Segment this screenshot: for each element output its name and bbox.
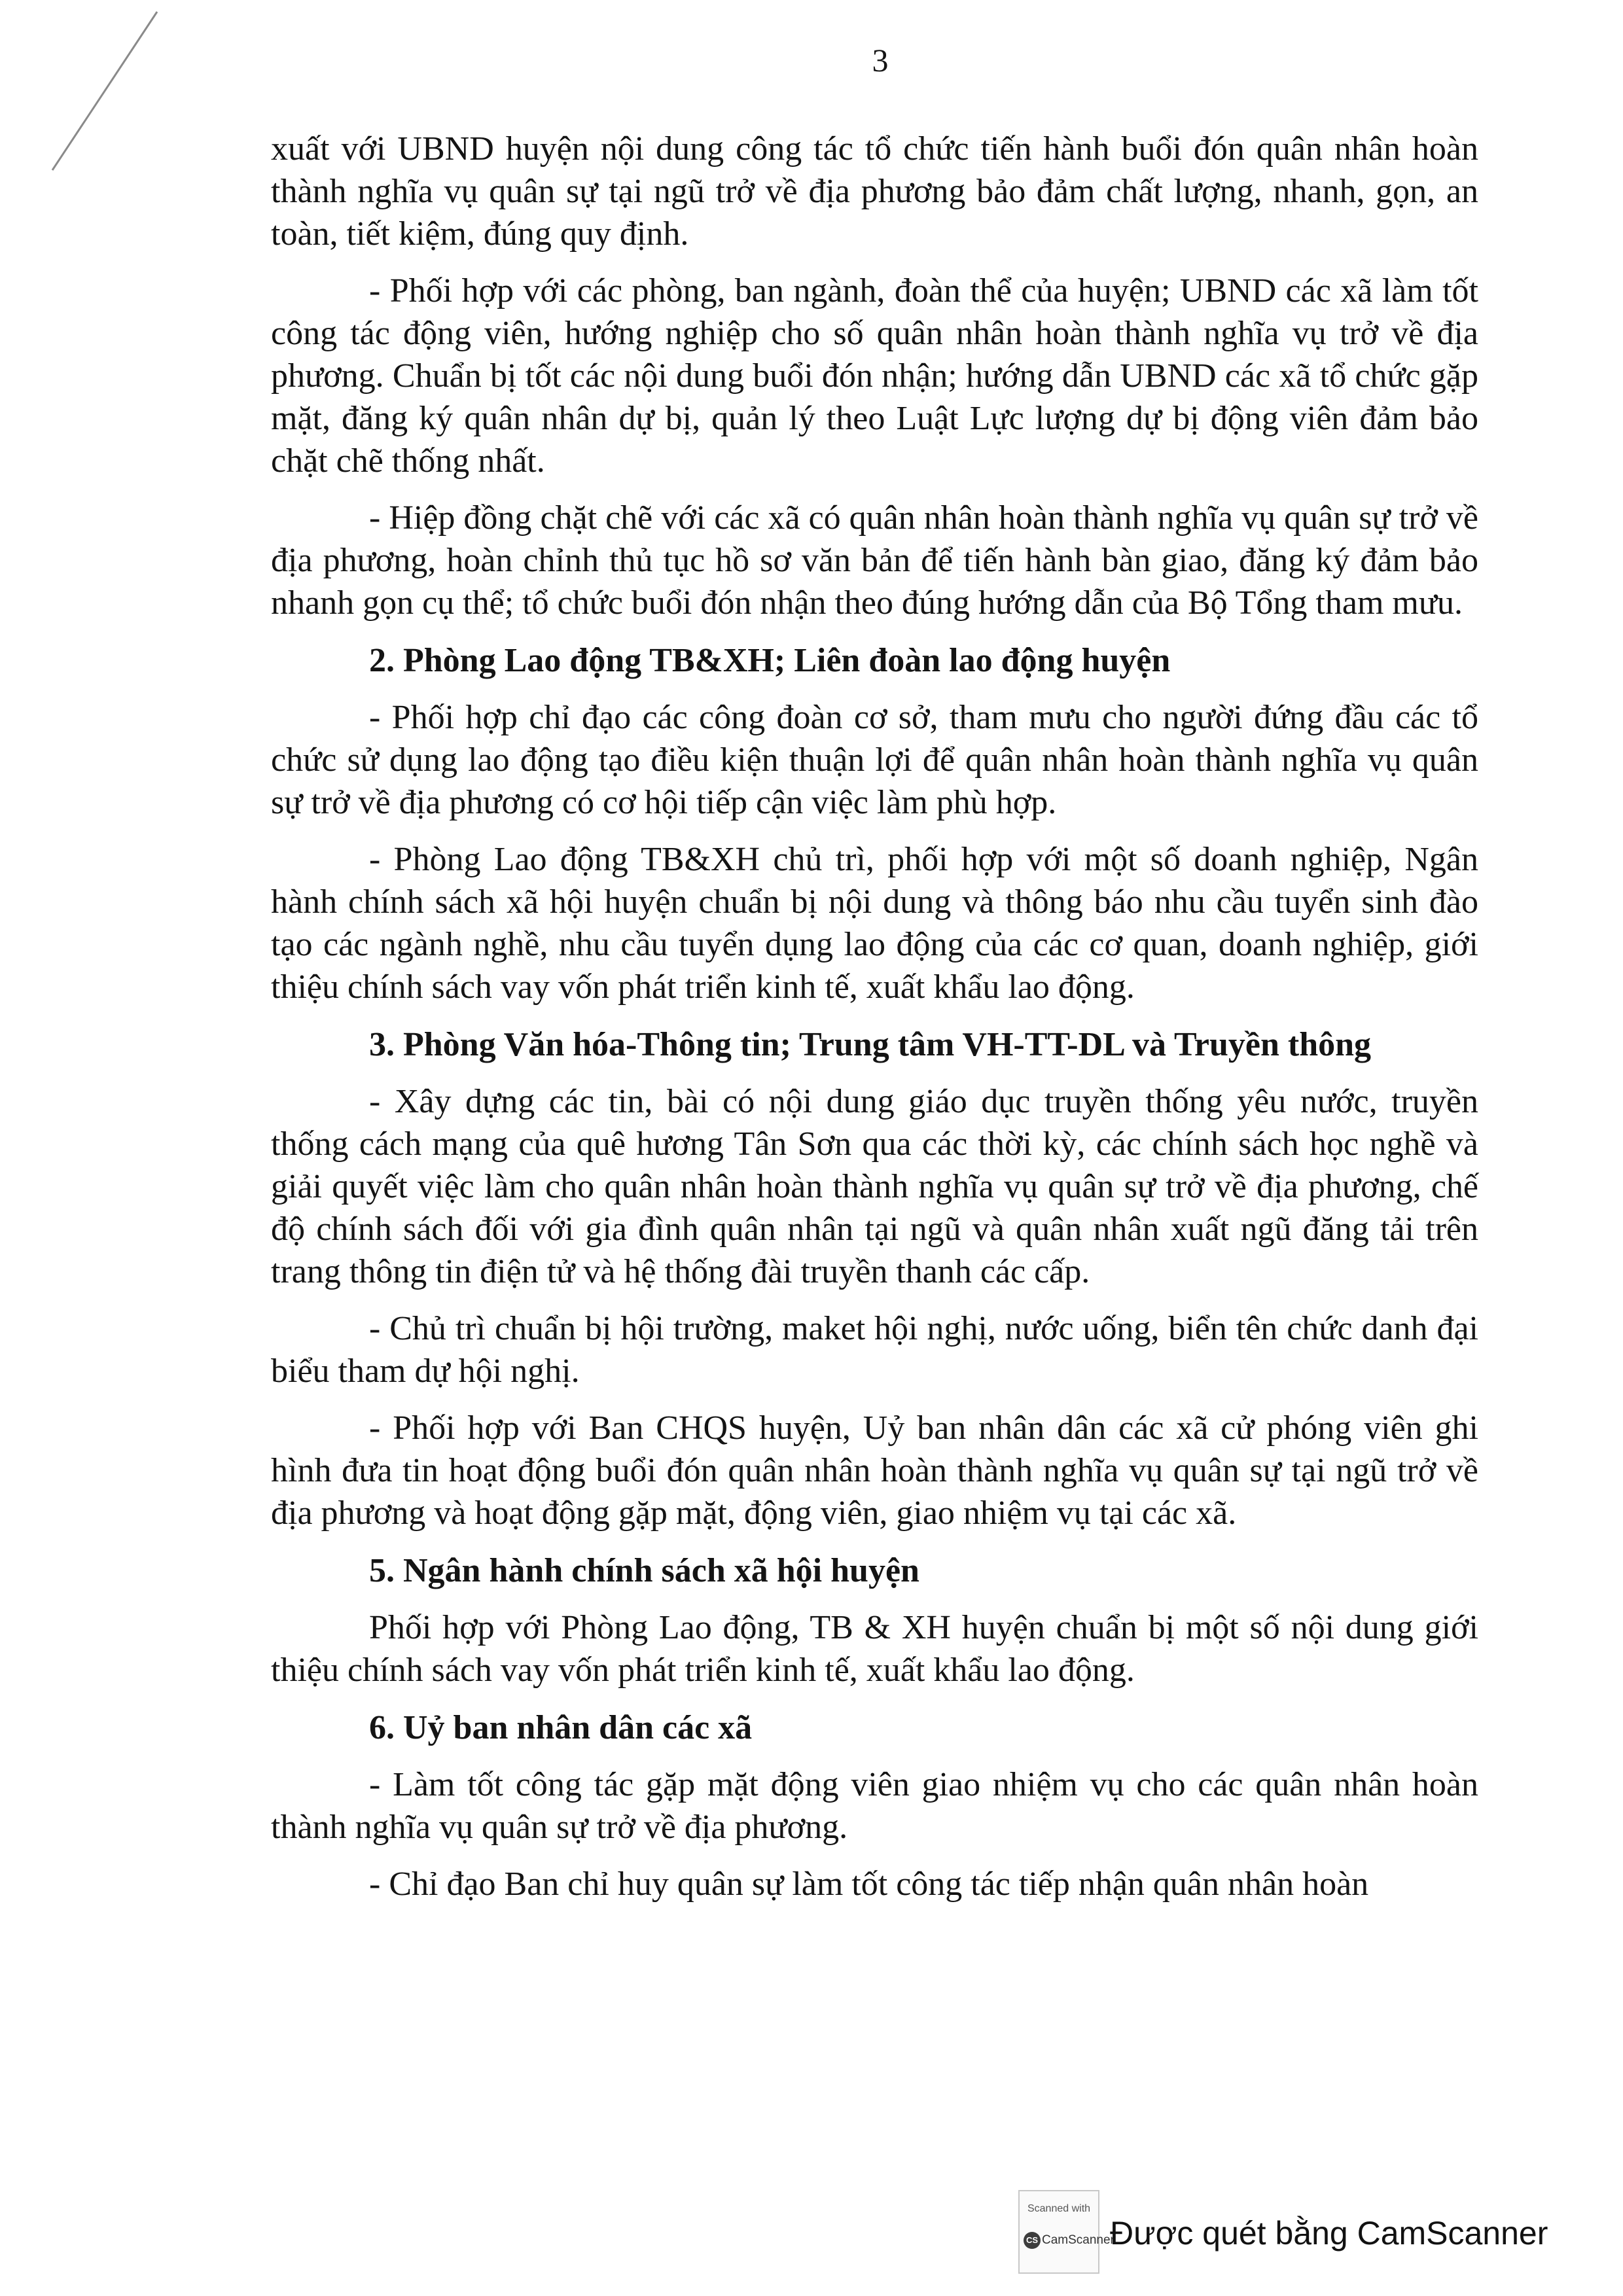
paragraph-commune-command: - Chỉ đạo Ban chỉ huy quân sự làm tốt công tác tiếp nhận quân nhân hoàn xyxy=(369,1865,1369,1903)
camscanner-badge-name: CamScanner xyxy=(1042,2233,1115,2247)
camscanner-footer xyxy=(1018,2190,1594,2275)
paragraph-commune-meeting: - Làm tốt công tác gặp mặt động viên giao nhiệm vụ cho các quân nhân hoàn thành nghĩa vụ quân sự trở về địa phương. xyxy=(271,1766,1478,1846)
paragraph-labor-unions: - Phối hợp chỉ đạo các công đoàn cơ sở, tham mưu cho người đứng đầu các tổ chức sử dụng lao động tạo điều kiện thuận lợi để quân nhân hoàn thành nghĩa vụ quân sự trở về địa phương có cơ hội tiếp cận việc làm phù hợp. xyxy=(271,699,1478,821)
document-body xyxy=(271,128,1478,1920)
page-number: 3 xyxy=(872,42,889,79)
paragraph-news-articles: - Xây dựng các tin, bài có nội dung giáo dục truyền thống yêu nước, truyền thống cách mạng của quê hương Tân Sơn qua các thời kỳ, các chính sách học nghề và giải quyết việc làm cho quân nhân hoàn thành nghĩa vụ quân sự trở về địa phương, chế độ chính sách đối với gia đình quân nhân tại ngũ và quân nhân xuất ngũ đăng tải trên trang thông tin điện tử và hệ thống đài truyền thanh các cấp. xyxy=(271,1083,1478,1290)
paragraph-hall-preparation: - Chủ trì chuẩn bị hội trường, maket hội nghị, nước uống, biển tên chức danh đại biểu tham dự hội nghị. xyxy=(271,1310,1478,1390)
paragraph-continuation: xuất với UBND huyện nội dung công tác tổ chức tiến hành buổi đón quân nhân hoàn thành nghĩa vụ quân sự tại ngũ trở về địa phương bảo đảm chất lượng, nhanh, gọn, an toàn, tiết kiệm, đúng quy định. xyxy=(271,130,1478,253)
paragraph-bank: Phối hợp với Phòng Lao động, TB & XH huyện chuẩn bị một số nội dung giới thiệu chính sách vay vốn phát triển kinh tế, xuất khẩu lao động. xyxy=(271,1609,1478,1689)
scan-edge-mark xyxy=(39,7,196,177)
paragraph-reporters: - Phối hợp với Ban CHQS huyện, Uỷ ban nhân dân các xã cử phóng viên ghi hình đưa tin hoạt động buổi đón quân nhân hoàn thành nghĩa vụ quân sự tại ngũ trở về địa phương và hoạt động gặp mặt, động viên, giao nhiệm vụ tại các xã. xyxy=(271,1409,1478,1532)
section-heading-communes: 6. Uỷ ban nhân dân các xã xyxy=(369,1709,753,1746)
camscanner-badge xyxy=(1018,2190,1115,2274)
camscanner-badge-caption: Scanned with xyxy=(1027,2203,1091,2214)
section-heading-bank: 5. Ngân hành chính sách xã hội huyện xyxy=(369,1552,919,1589)
paragraph-coordinate-departments: - Phối hợp với các phòng, ban ngành, đoàn thể của huyện; UBND các xã làm tốt công tác động viên, hướng nghiệp cho số quân nhân hoàn thành nghĩa vụ trở về địa phương. Chuẩn bị tốt các nội dung buổi đón nhận; hướng dẫn UBND các xã tổ chức gặp mặt, đăng ký quân nhân dự bị, quản lý theo Luật Lực lượng dự bị động viên đảm bảo chặt chẽ thống nhất. xyxy=(271,272,1478,480)
section-heading-culture: 3. Phòng Văn hóa-Thông tin; Trung tâm VH-TT-DL và Truyền thông xyxy=(369,1026,1372,1063)
paragraph-labor-office: - Phòng Lao động TB&XH chủ trì, phối hợp với một số doanh nghiệp, Ngân hành chính sách xã hội huyện chuẩn bị nội dung và thông báo nhu cầu tuyển sinh đào tạo các ngành nghề, nhu cầu tuyển dụng lao động của các cơ quan, doanh nghiệp, giới thiệu chính sách vay vốn phát triển kinh tế, xuất khẩu lao động. xyxy=(271,841,1478,1006)
camscanner-logo-icon: CS xyxy=(1024,2232,1041,2249)
paragraph-coordinate-communes: - Hiệp đồng chặt chẽ với các xã có quân nhân hoàn thành nghĩa vụ quân sự trở về địa phương, hoàn chỉnh thủ tục hồ sơ văn bản để tiến hành bàn giao, đăng ký đảm bảo nhanh gọn cụ thể; tổ chức buổi đón nhận theo đúng hướng dẫn của Bộ Tổng tham mưu. xyxy=(271,499,1478,622)
section-heading-labor: 2. Phòng Lao động TB&XH; Liên đoàn lao động huyện xyxy=(369,642,1171,679)
camscanner-footer-text: Được quét bằng CamScanner xyxy=(1110,2215,1548,2252)
